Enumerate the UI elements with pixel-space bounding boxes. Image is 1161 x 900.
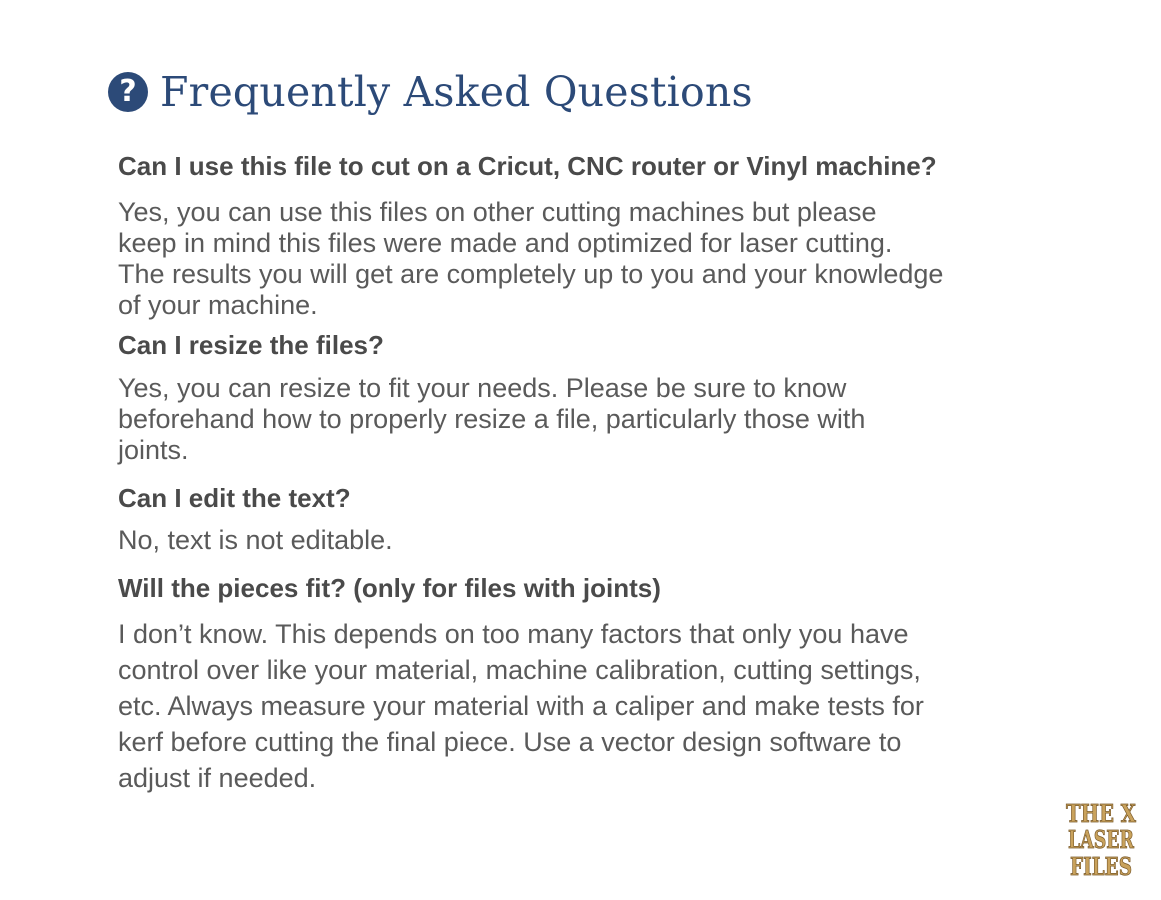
- faq-question: Can I edit the text?: [118, 483, 351, 513]
- page-header: [108, 68, 753, 116]
- faq-list: [118, 148, 1048, 796]
- faq-answer: Yes, you can use this files on other cutting machines but please keep in mind this files were made and optimized for laser cutting. The results you will get are completely up to you and your knowledge of your machine.: [118, 196, 944, 320]
- logo-line: THE X: [1066, 799, 1137, 828]
- faq-answer: No, text is not editable.: [118, 524, 393, 555]
- brand-logo: [1064, 798, 1138, 880]
- faq-question: Can I resize the files?: [118, 329, 384, 360]
- logo-line: FILES: [1070, 852, 1132, 881]
- question-circle-icon: ?: [108, 72, 148, 112]
- faq-answer: Yes, you can resize to fit your needs. Please be sure to know beforehand how to properly resize a file, particularly those with joints.: [118, 373, 866, 465]
- logo-line: LASER: [1068, 825, 1135, 854]
- faq-answer: I don’t know. This depends on too many factors that only you have control over like your material, machine calibration, cutting settings, etc. Always measure your material with a caliper and make tests for kerf before cutting the final piece. Use a vector design software to adjust if needed.: [118, 619, 924, 793]
- page-title: Frequently Asked Questions: [160, 68, 753, 116]
- faq-question: Will the pieces fit? (only for files with joints): [118, 572, 661, 603]
- faq-question: Can I use this file to cut on a Cricut, CNC router or Vinyl machine?: [118, 151, 937, 181]
